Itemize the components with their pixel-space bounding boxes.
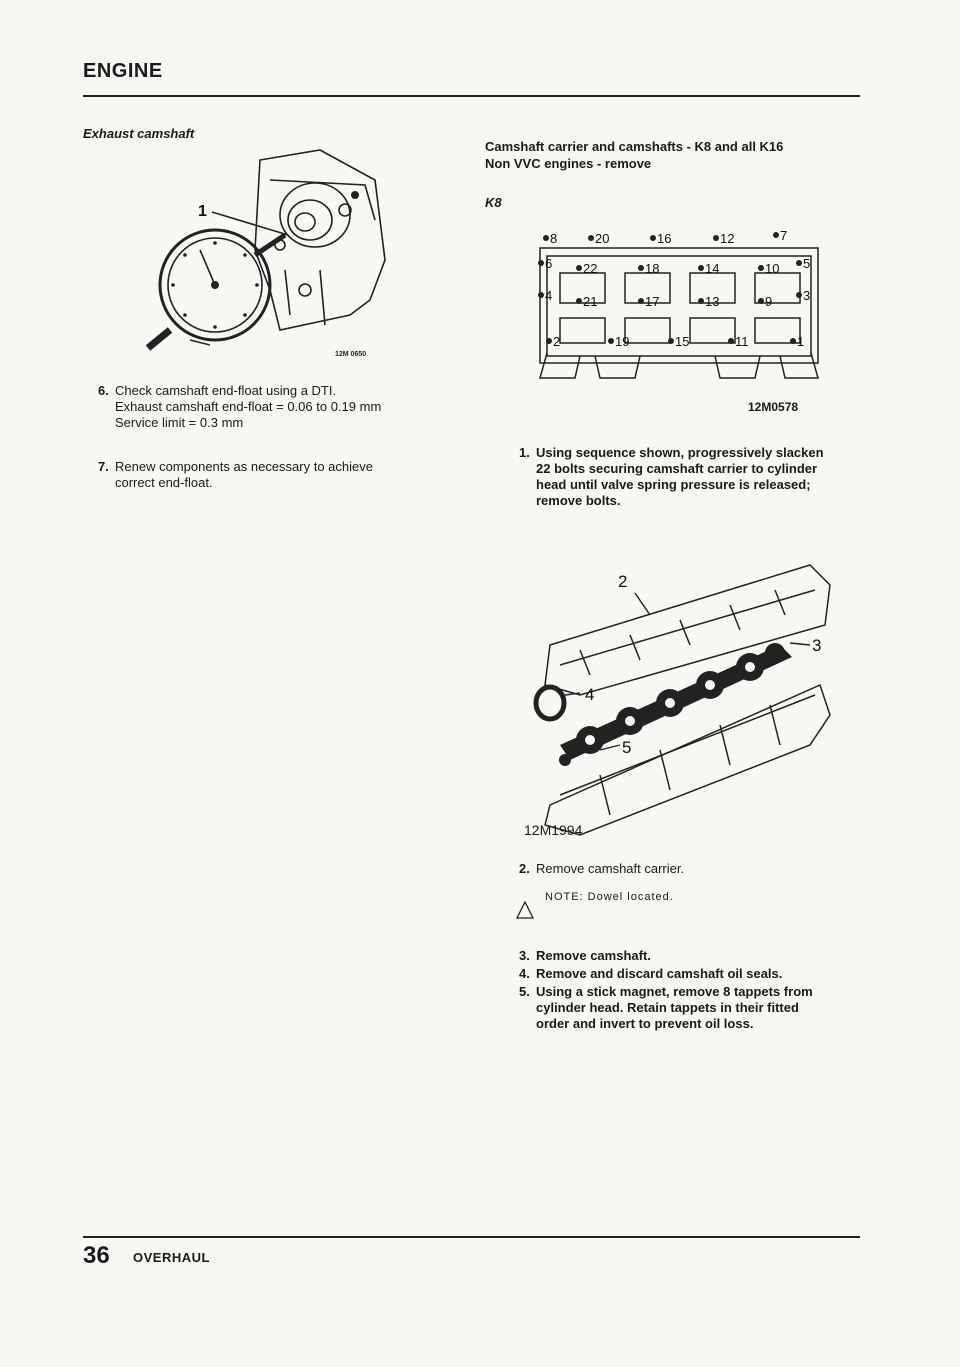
bolt-number-label: 4 — [545, 288, 553, 303]
bolt-marker — [668, 338, 674, 344]
bolt-number-label: 22 — [583, 261, 598, 276]
subheading-exhaust-camshaft: Exhaust camshaft — [83, 126, 195, 141]
callout-5: 5 — [622, 738, 632, 757]
camshaft-exploded-figure — [520, 545, 850, 845]
step-4: 4. Remove and discard camshaft oil seals. — [519, 966, 783, 981]
camshaft-figure-ref: 12M1994 — [524, 822, 583, 838]
bolt-marker — [543, 235, 549, 241]
bolt-number-label: 1 — [797, 334, 805, 349]
header-rule — [83, 95, 860, 97]
bolt-number-label: 7 — [780, 228, 788, 243]
page-number: 36 — [83, 1242, 110, 1269]
step-7: 7. Renew components as necessary to achieve correct end-float. — [98, 459, 373, 490]
bolt-number-label: 18 — [645, 261, 660, 276]
bolt-marker — [576, 265, 582, 271]
bolt-marker — [796, 292, 802, 298]
bolt-number-label: 21 — [583, 294, 598, 309]
dti-figure — [120, 140, 390, 370]
bolt-marker — [538, 260, 544, 266]
step-5: 5. Using a stick magnet, remove 8 tappets from cylinder head. Retain tappets in their fitted order and invert to prevent oil loss. — [519, 984, 813, 1031]
bolt-number-label: 12 — [720, 231, 735, 246]
bolt-marker — [588, 235, 594, 241]
bolt-marker — [546, 338, 552, 344]
bolt-number-label: 10 — [765, 261, 780, 276]
bolt-number-label: 3 — [803, 288, 811, 303]
step-1: 1. Using sequence shown, progressively slacken 22 bolts securing camshaft carrier to cylinder head until valve spring pressure is released; remove bolts. — [519, 445, 824, 508]
subheading-k8: K8 — [485, 195, 502, 210]
bolt-number-label: 6 — [545, 256, 553, 271]
bolt-number-label: 15 — [675, 334, 690, 349]
bolt-marker — [576, 298, 582, 304]
bolt-number-label: 5 — [803, 256, 811, 271]
callout-3: 3 — [812, 636, 822, 655]
bolt-sequence-figure — [535, 228, 825, 388]
section-title: ENGINE — [83, 60, 163, 82]
bolt-number-label: 2 — [553, 334, 561, 349]
bolt-marker — [758, 265, 764, 271]
step-6: 6. Check camshaft end-float using a DTI. Exhaust camshaft end-float = 0.06 to 0.19 mm Service limit = 0.3 mm — [98, 383, 382, 430]
bolt-marker — [698, 298, 704, 304]
bolt-number-label: 16 — [657, 231, 672, 246]
bolt-marker — [790, 338, 796, 344]
footer-rule — [83, 1236, 860, 1238]
bolt-number-label: 19 — [615, 334, 630, 349]
procedure-heading: Camshaft carrier and camshafts - K8 and all K16 Non VVC engines - remove — [485, 139, 784, 171]
caution-triangle-icon — [515, 900, 535, 920]
bolt-marker — [698, 265, 704, 271]
bolt-number-label: 13 — [705, 294, 720, 309]
bolt-marker — [638, 298, 644, 304]
bolt-marker — [796, 260, 802, 266]
bolt-marker — [728, 338, 734, 344]
dti-figure-ref: 12M 0650 — [335, 351, 367, 358]
bolt-number-label: 20 — [595, 231, 610, 246]
bolt-number-label: 8 — [550, 231, 558, 246]
bolt-marker — [538, 292, 544, 298]
bolt-marker — [608, 338, 614, 344]
bolt-marker — [773, 232, 779, 238]
bolt-marker — [638, 265, 644, 271]
note-text: NOTE: Dowel located. — [545, 891, 674, 903]
bolt-marker — [713, 235, 719, 241]
footer-section: OVERHAUL — [133, 1250, 210, 1265]
bolt-number-label: 17 — [645, 294, 660, 309]
step-3: 3. Remove camshaft. — [519, 948, 651, 963]
bolt-number-label: 14 — [705, 261, 720, 276]
step-2: 2. Remove camshaft carrier. — [519, 861, 685, 876]
bolt-number-label: 11 — [735, 334, 749, 349]
bolt-figure-ref: 12M0578 — [748, 400, 799, 414]
callout-4: 4 — [585, 685, 595, 704]
callout-2: 2 — [618, 572, 628, 591]
bolt-number-label: 9 — [765, 294, 773, 309]
bolt-marker — [758, 298, 764, 304]
dti-callout: 1 — [198, 203, 207, 220]
bolt-marker — [650, 235, 656, 241]
